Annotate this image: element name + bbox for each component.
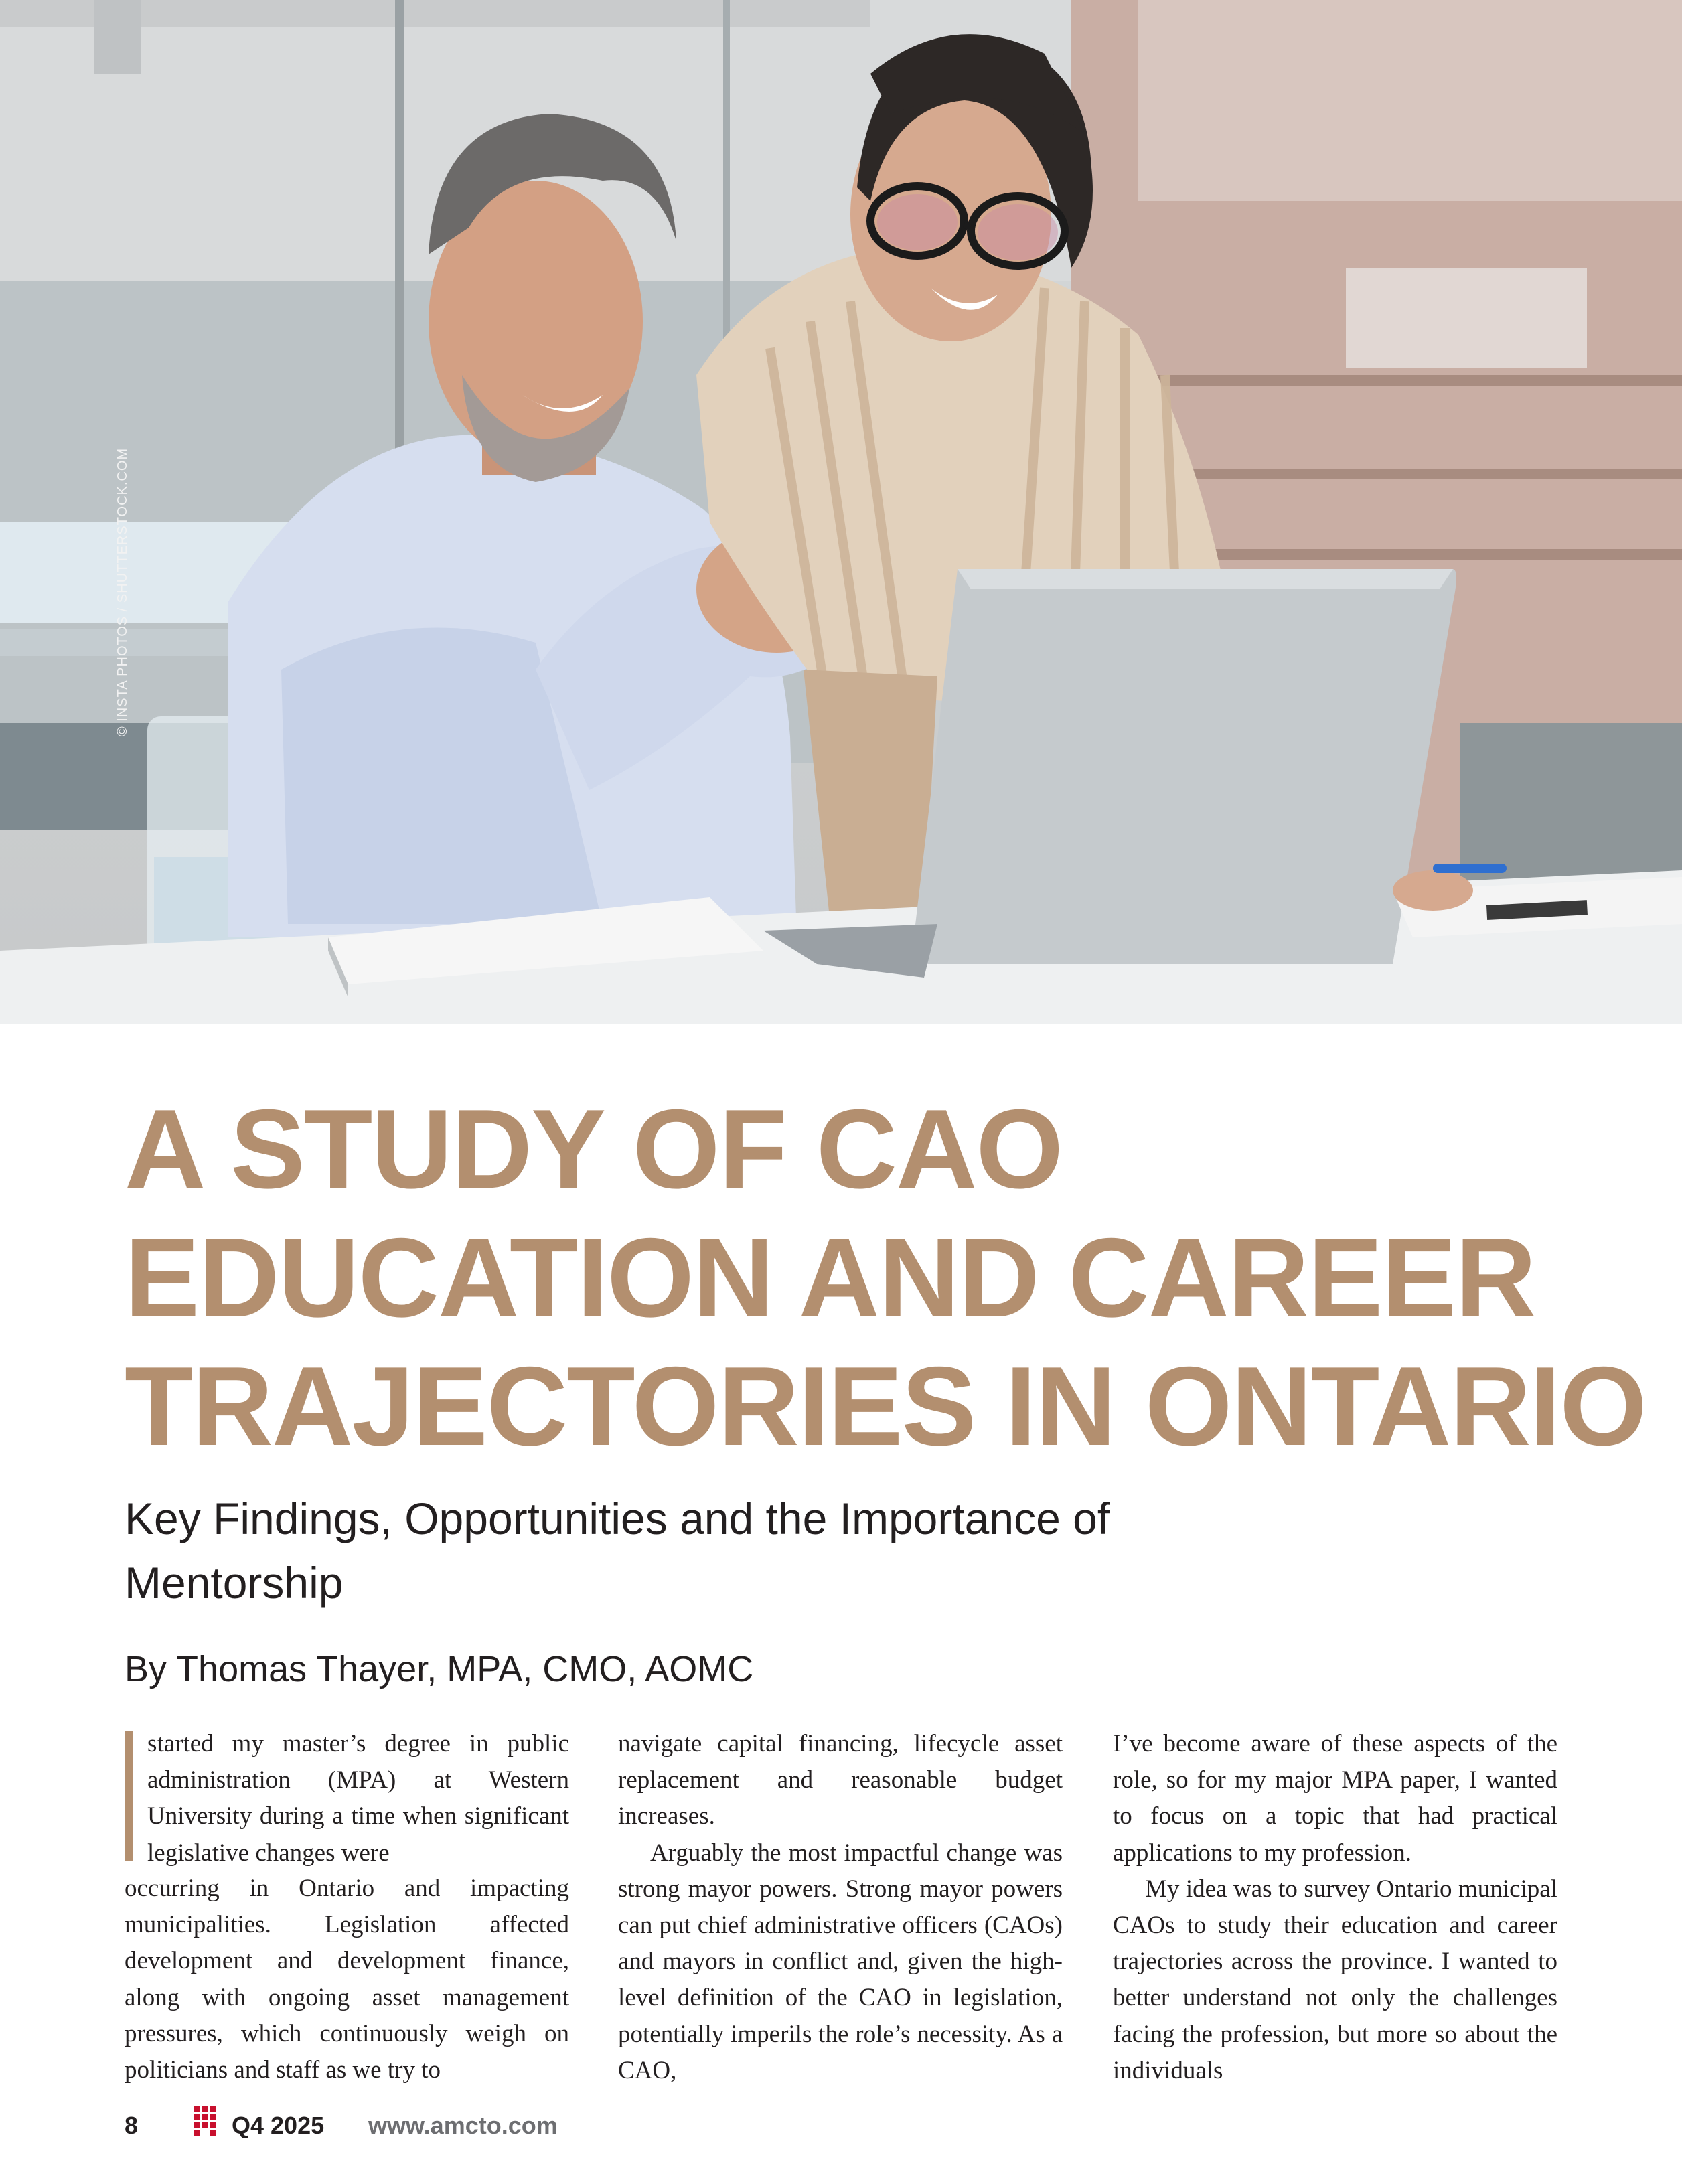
body-paragraph: started my master’s degree in public administration (MPA) at Western University during a time when significant legislative changes were	[147, 1730, 569, 1867]
hero-photo	[0, 0, 1682, 1024]
body-paragraph: navigate capital financing, lifecycle asset replacement and reasonable budget increases.	[618, 1730, 1063, 1830]
body-column-1-intro	[147, 1726, 569, 1871]
website-link[interactable]: www.amcto.com	[368, 2112, 558, 2139]
byline: By Thomas Thayer, MPA, CMO, AOMC	[125, 1649, 754, 1689]
subtitle-line: Key Findings, Opportunities and the Importance of	[125, 1494, 1110, 1543]
article-subtitle	[125, 1486, 1397, 1615]
amcto-logo-icon	[192, 2106, 218, 2147]
office-scene-illustration	[0, 0, 1682, 1024]
photo-credit: © INSTA PHOTOS / SHUTTERSTOCK.COM	[115, 447, 130, 736]
drop-cap-bar	[125, 1731, 133, 1861]
body-paragraph: Arguably the most impactful change was strong mayor powers. Strong mayor powers can put chief administrative officers (CAOs) and mayors in conflict and, given the high-level definition of the CAO in legislation, potentially imperils the role’s necessity. As a CAO,	[618, 1839, 1063, 2084]
body-column-3	[1113, 1726, 1557, 2089]
article-headline	[125, 1085, 1646, 1470]
headline-line: A STUDY OF CAO	[125, 1086, 1063, 1212]
headline-line: TRAJECTORIES IN ONTARIO	[125, 1343, 1646, 1469]
page-number: 8	[125, 2112, 139, 2139]
body-column-2	[618, 1726, 1063, 2089]
logo-grid	[192, 2106, 218, 2141]
body-paragraph: My idea was to survey Ontario municipal CAOs to study their education and career trajectories across the province. I wanted to better understand not only the challenges facing the profession, but more so about the individuals	[1113, 1875, 1557, 2084]
issue-label: Q4 2025	[232, 2112, 325, 2139]
headline-line: EDUCATION AND CAREER	[125, 1215, 1535, 1340]
body-paragraph: occurring in Ontario and impacting municipalities. Legislation affected development and development finance, along with ongoing asset management pressures, which continuously weigh on politicians and staff as we try to	[125, 1875, 569, 2084]
body-column-1-continued	[125, 1871, 569, 2088]
body-paragraph: I’ve become aware of these aspects of the role, so for my major MPA paper, I wanted to focus on a topic that had practical applications to my profession.	[1113, 1730, 1557, 1867]
subtitle-line: Mentorship	[125, 1558, 343, 1608]
